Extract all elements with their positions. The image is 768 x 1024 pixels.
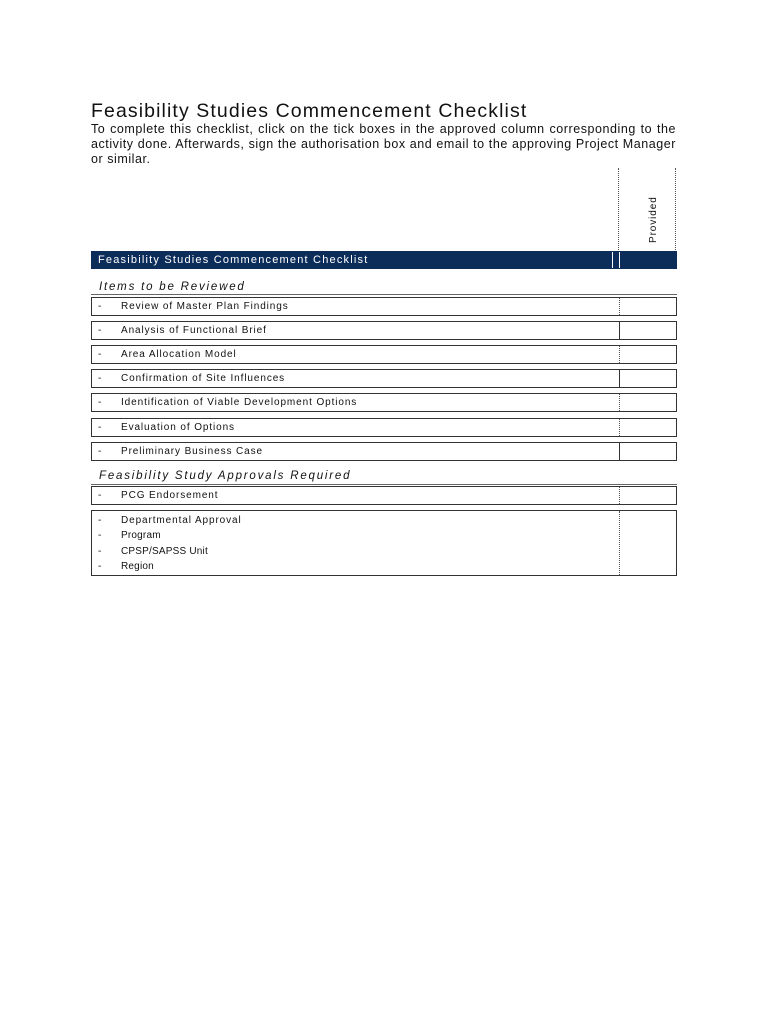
tick-box[interactable] bbox=[619, 487, 676, 504]
instructions-text: To complete this checklist, click on the tick boxes in the approved column corresponding to the activity done. Afterwards, sign the authorisation box and email to the approving Project Manager or similar. bbox=[91, 122, 676, 166]
row-bullet: - bbox=[98, 561, 102, 572]
approval-group-row bbox=[91, 510, 677, 576]
section-title-approvals-required: Feasibility Study Approvals Required bbox=[99, 470, 352, 482]
row-bullet: - bbox=[98, 373, 102, 384]
row-bullet: - bbox=[98, 349, 102, 360]
row-label: Evaluation of Options bbox=[121, 422, 235, 433]
row-bullet: - bbox=[98, 325, 102, 336]
row-bullet: - bbox=[98, 301, 102, 312]
tick-box[interactable] bbox=[619, 298, 676, 315]
checklist-row bbox=[91, 345, 677, 364]
row-label: Review of Master Plan Findings bbox=[121, 301, 289, 312]
page-title: Feasibility Studies Commencement Checklist bbox=[91, 100, 528, 122]
row-label: PCG Endorsement bbox=[121, 490, 219, 501]
header-divider bbox=[619, 252, 620, 268]
row-bullet: - bbox=[98, 546, 102, 557]
section-rule bbox=[91, 484, 677, 485]
tick-box[interactable] bbox=[619, 346, 676, 363]
row-label: Program bbox=[121, 530, 161, 541]
checklist-row bbox=[91, 442, 677, 461]
row-bullet: - bbox=[98, 446, 102, 457]
provided-column-label: Provided bbox=[648, 196, 659, 243]
tick-box[interactable] bbox=[619, 419, 676, 436]
checklist-row bbox=[91, 297, 677, 316]
row-bullet: - bbox=[98, 490, 102, 501]
row-label: Departmental Approval bbox=[121, 515, 242, 526]
row-label: Confirmation of Site Influences bbox=[121, 373, 286, 384]
tick-box[interactable] bbox=[619, 511, 676, 575]
row-bullet: - bbox=[98, 397, 102, 408]
checklist-header-label: Feasibility Studies Commencement Checklist bbox=[98, 254, 369, 266]
row-label: Analysis of Functional Brief bbox=[121, 325, 267, 336]
row-label: Area Allocation Model bbox=[121, 349, 237, 360]
tick-box[interactable] bbox=[619, 322, 676, 339]
row-bullet: - bbox=[98, 515, 102, 526]
checklist-row bbox=[91, 393, 677, 412]
row-label: CPSP/SAPSS Unit bbox=[121, 546, 208, 557]
checklist-row bbox=[91, 418, 677, 437]
checklist-row bbox=[91, 369, 677, 388]
row-label: Preliminary Business Case bbox=[121, 446, 263, 457]
tick-box[interactable] bbox=[619, 394, 676, 411]
row-label: Identification of Viable Development Options bbox=[121, 397, 358, 408]
tick-box[interactable] bbox=[619, 370, 676, 387]
row-bullet: - bbox=[98, 530, 102, 541]
section-title-items-reviewed: Items to be Reviewed bbox=[99, 281, 246, 293]
section-rule bbox=[91, 294, 677, 295]
row-bullet: - bbox=[98, 422, 102, 433]
checklist-row bbox=[91, 321, 677, 340]
header-divider bbox=[612, 252, 613, 268]
row-label: Region bbox=[121, 561, 154, 572]
checklist-header-bar bbox=[91, 251, 677, 269]
provided-column-header bbox=[618, 168, 676, 250]
tick-box[interactable] bbox=[619, 443, 676, 460]
checklist-row bbox=[91, 486, 677, 505]
